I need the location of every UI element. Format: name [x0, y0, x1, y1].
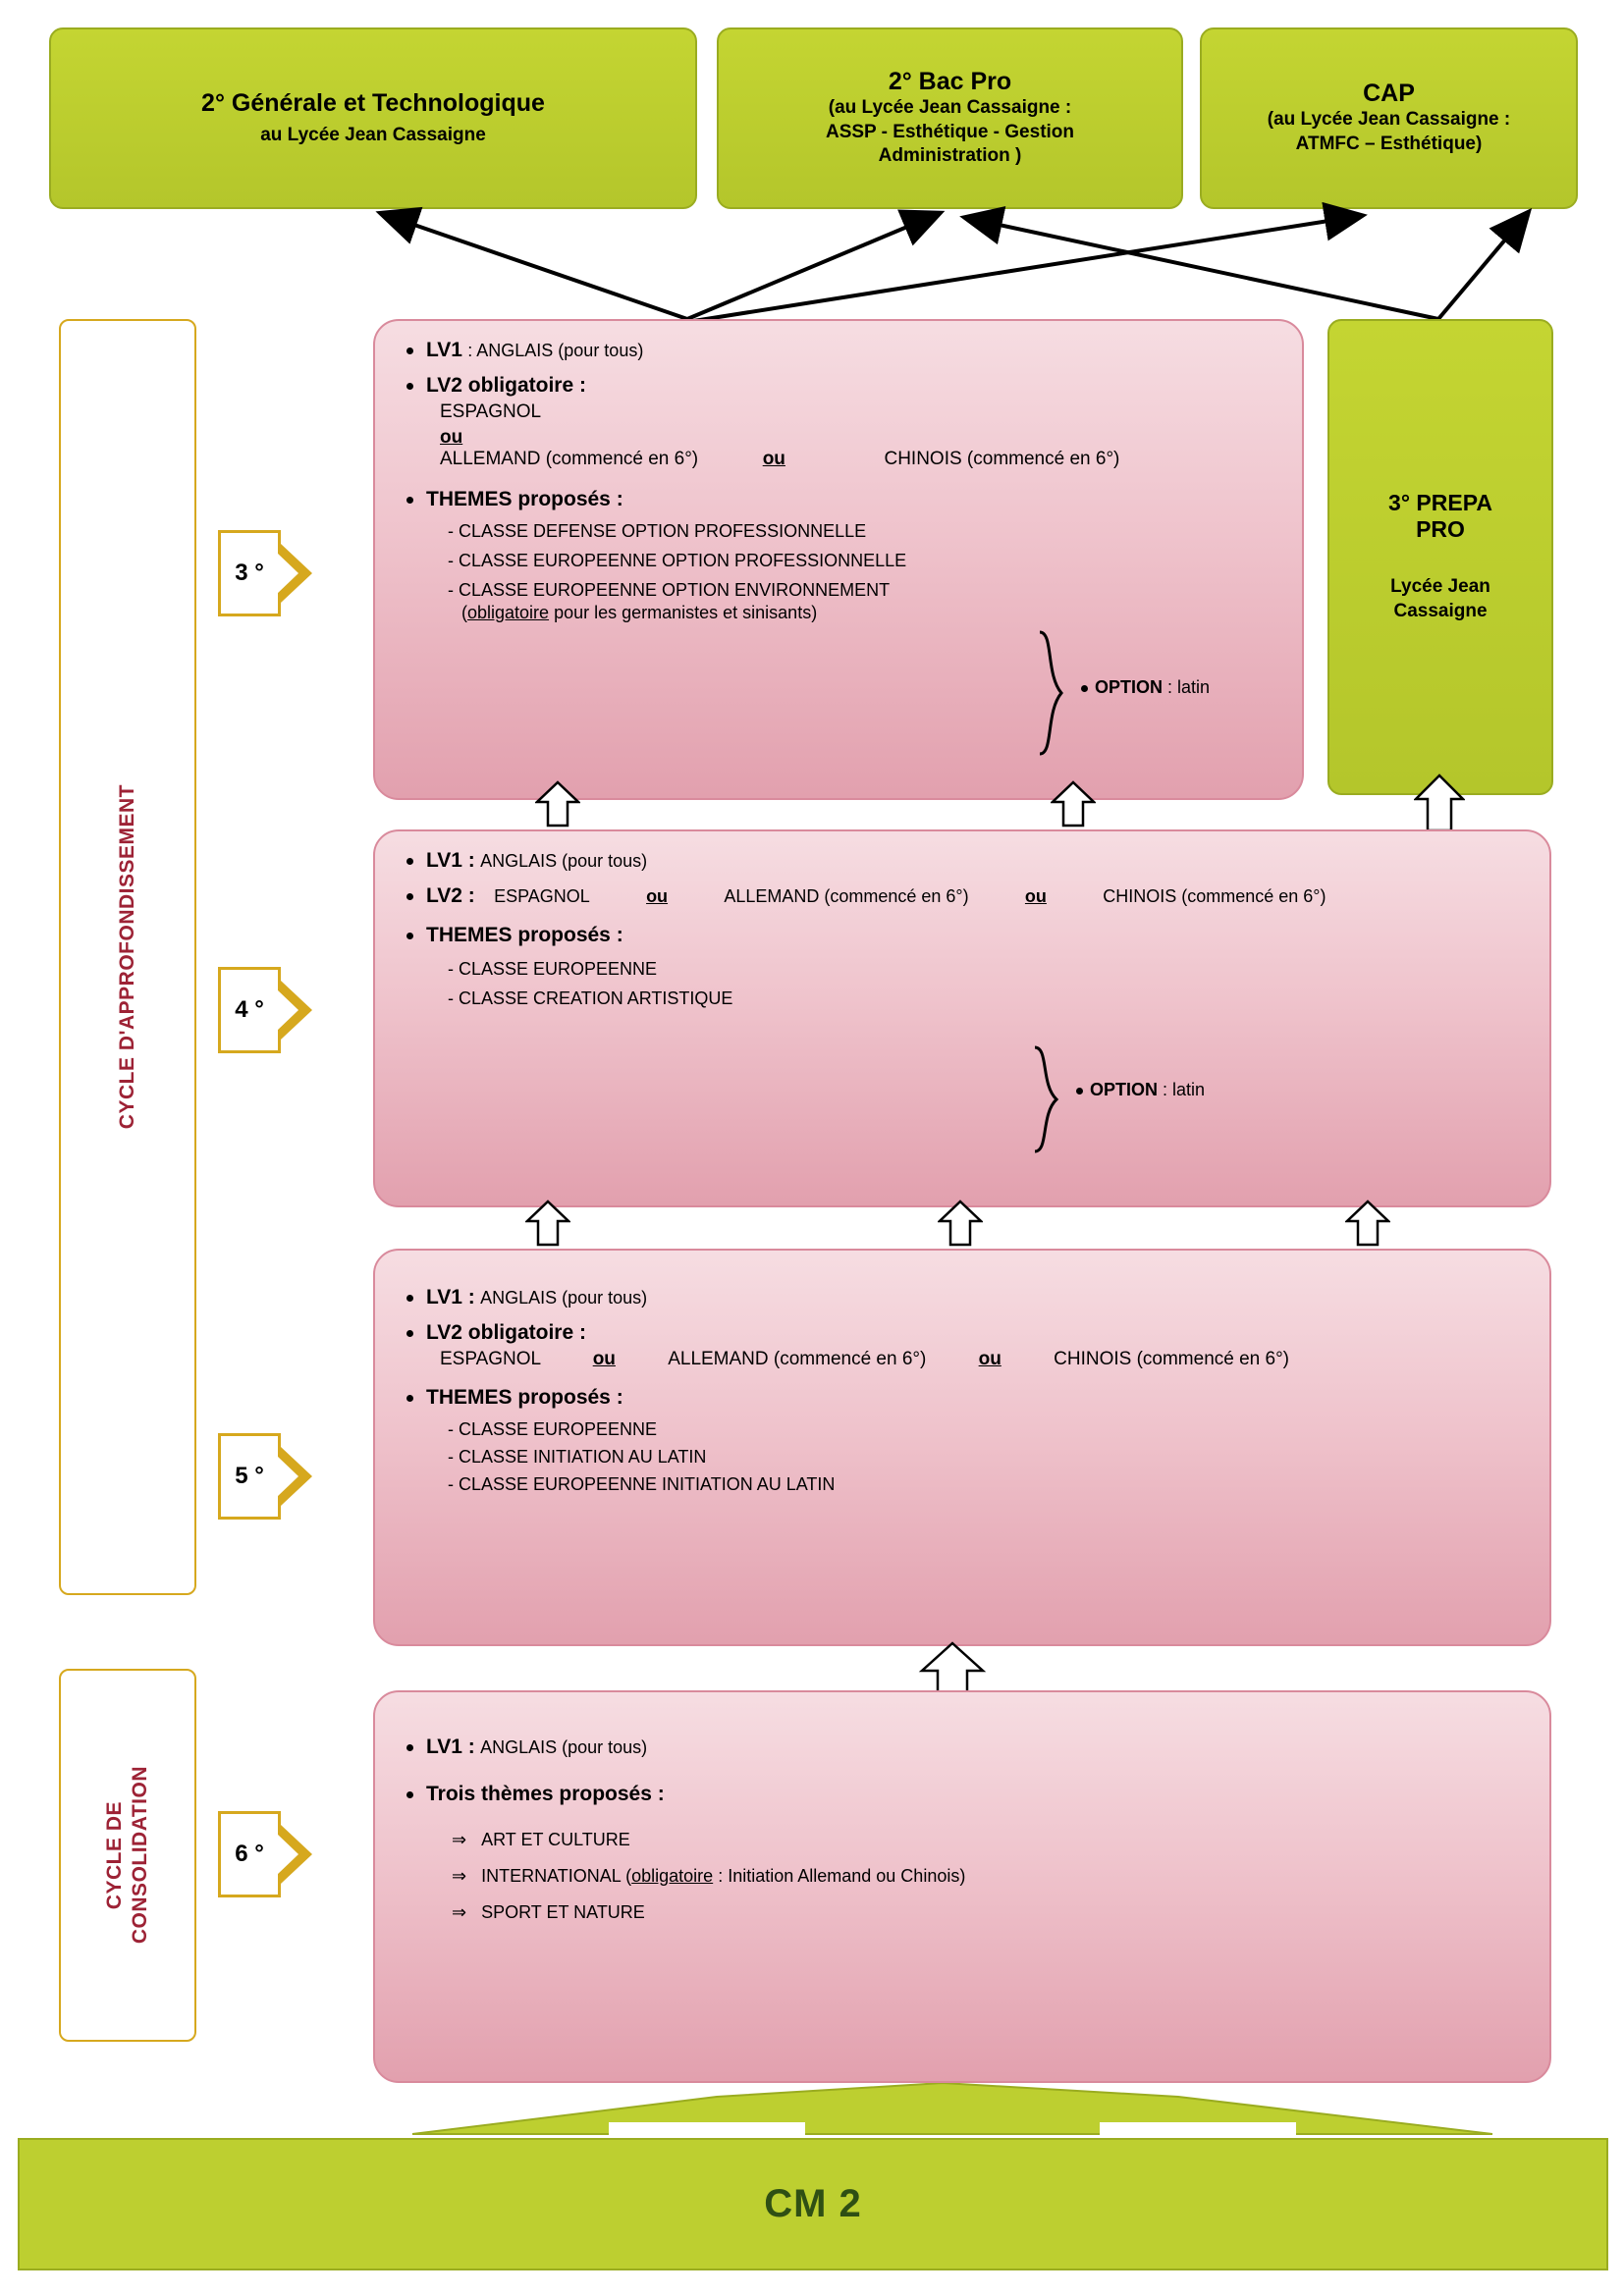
level-5eme-panel [373, 1249, 1551, 1646]
arrow-right-icon: ⇒ [452, 1902, 467, 1922]
level4-option [1090, 1080, 1205, 1100]
level6-theme-2-underlined: obligatoire [631, 1866, 714, 1886]
level4-brace-icon [1031, 1045, 1070, 1153]
cycle-consolidation [59, 1669, 196, 2042]
prepa-pro-box[interactable] [1327, 319, 1553, 795]
prepa-pro-sub-line-1: Lycée Jean [1390, 576, 1490, 598]
level6-theme-2-row [452, 1866, 1524, 1887]
cycle-consolidation-label-line-2: CONSOLIDATION [129, 1766, 151, 1945]
top-box-subtitle: au Lycée Jean Cassaigne [260, 124, 486, 145]
level5-theme-3: - CLASSE EUROPEENNE INITIATION AU LATIN [448, 1474, 836, 1494]
level3-theme-3: - CLASSE EUROPEENNE OPTION ENVIRONNEMENT [448, 580, 891, 600]
level4-theme-1: - CLASSE EUROPEENNE [448, 959, 658, 979]
level3-lv2-chinois: CHINOIS (commencé en 6°) [884, 449, 1120, 469]
level4-themes-row [401, 924, 1524, 947]
level-tag-4eme-label: 4 ° [218, 967, 281, 1053]
orientation-arrows [0, 196, 1624, 334]
level-3eme-panel [373, 319, 1304, 800]
top-box-title: 2° Bac Pro [888, 68, 1012, 96]
level4-lv2-ou-2: ou [1024, 886, 1047, 906]
level3-brace-icon [1036, 630, 1075, 758]
level4-lv1-text: ANGLAIS (pour tous) [480, 851, 648, 871]
level6-themes-label: Trois thèmes proposés : [426, 1783, 665, 1805]
level5-lv1-row [401, 1286, 1524, 1309]
level3-lv1-row [401, 339, 1276, 362]
level5-lv1-text: ANGLAIS (pour tous) [480, 1288, 648, 1308]
level5-lv2-chinois: CHINOIS (commencé en 6°) [1054, 1349, 1290, 1369]
top-box-bac-pro[interactable] [717, 27, 1183, 209]
level3-theme-1: - CLASSE DEFENSE OPTION PROFESSIONNELLE [448, 521, 867, 541]
level6-theme-3: SPORT ET NATURE [481, 1902, 645, 1922]
up-arrow-4to3-left [535, 780, 580, 828]
level-4eme-panel [373, 829, 1551, 1207]
level3-option-label: OPTION [1095, 677, 1164, 697]
prepa-pro-title-line-1: 3° PREPA [1388, 490, 1492, 516]
level-tag-4eme [218, 967, 316, 1053]
top-box-title: 2° Générale et Technologique [201, 88, 545, 117]
cycle-approfondissement-label: CYCLE D'APPROFONDISSEMENT [115, 784, 138, 1130]
prepa-pro-title-line-2: PRO [1416, 515, 1465, 542]
level5-lv2-ou-1: ou [592, 1349, 616, 1369]
up-arrow-5to4-middle [938, 1200, 983, 1247]
up-arrow-5to4-left [525, 1200, 570, 1247]
top-box-subtitle-line-3: Administration ) [878, 145, 1022, 167]
prepa-pro-sub-line-2: Cassaigne [1393, 600, 1488, 621]
cycle-approfondissement [59, 319, 196, 1595]
level-tag-arrow-inner-icon [277, 1834, 298, 1875]
level-tag-arrow-inner-icon [277, 989, 298, 1031]
level3-lv1-label: LV1 [426, 339, 462, 361]
level6-theme-3-row [452, 1902, 1524, 1923]
level3-option-value: : latin [1167, 677, 1211, 697]
level5-themes-row [401, 1386, 1524, 1410]
level3-lv2-espagnol: ESPAGNOL [440, 401, 542, 422]
level-tag-6eme-label: 6 ° [218, 1811, 281, 1897]
level6-theme-1-row [452, 1830, 1524, 1850]
level4-option-label: OPTION [1090, 1080, 1159, 1099]
cm2-label: CM 2 [764, 2182, 862, 2225]
level3-lv2-ou-2: ou [762, 449, 785, 469]
level4-lv2-label: LV2 : [426, 884, 475, 907]
top-box-subtitle-line-2: ATMFC – Esthétique) [1295, 133, 1483, 154]
level-6eme-panel [373, 1690, 1551, 2083]
level5-lv2-label: LV2 obligatoire : [426, 1321, 586, 1344]
level3-lv2-allemand: ALLEMAND (commencé en 6°) [440, 449, 699, 469]
level-tag-6eme [218, 1811, 316, 1897]
level6-lv1-label: LV1 : [426, 1735, 475, 1758]
level5-lv2-row [401, 1321, 1524, 1345]
top-box-subtitle-line-1: (au Lycée Jean Cassaigne : [828, 96, 1072, 118]
level5-themes-label: THEMES proposés : [426, 1386, 623, 1409]
level3-lv2-label: LV2 obligatoire : [426, 374, 586, 397]
level5-lv1-label: LV1 : [426, 1286, 475, 1308]
level6-lv1-text: ANGLAIS (pour tous) [480, 1737, 648, 1757]
level-tag-5eme [218, 1433, 316, 1520]
level6-theme-2-post: : Initiation Allemand ou Chinois) [713, 1866, 966, 1886]
level6-theme-1: ART ET CULTURE [481, 1830, 630, 1849]
cm2-bar [18, 2138, 1608, 2270]
level4-themes-label: THEMES proposés : [426, 924, 623, 946]
level6-theme-2-pre: INTERNATIONAL ( [481, 1866, 632, 1886]
top-box-cap[interactable] [1200, 27, 1578, 209]
level-tag-3eme [218, 530, 316, 616]
arrow-right-icon: ⇒ [452, 1830, 467, 1849]
level3-lv1-text: : ANGLAIS (pour tous) [467, 341, 644, 360]
arrow-right-icon: ⇒ [452, 1866, 467, 1886]
level3-theme-2: - CLASSE EUROPEENNE OPTION PROFESSIONNELLE [448, 551, 907, 570]
level4-option-value: : latin [1163, 1080, 1206, 1099]
top-box-seconde-generale[interactable] [49, 27, 697, 209]
level-tag-arrow-inner-icon [277, 1456, 298, 1497]
level-tag-3eme-label: 3 ° [218, 530, 281, 616]
level3-themes-label: THEMES proposés : [426, 488, 623, 510]
level4-lv1-row [401, 849, 1524, 873]
level6-lv1-row [401, 1735, 1524, 1759]
cm2-connector-icon [393, 2083, 1512, 2142]
top-box-subtitle-line-1: (au Lycée Jean Cassaigne : [1267, 109, 1511, 131]
level3-theme-note-underlined: obligatoire [467, 603, 550, 622]
level5-lv2-espagnol: ESPAGNOL [440, 1349, 541, 1369]
level3-themes-row [401, 488, 1276, 511]
level3-option [1095, 677, 1210, 698]
level5-theme-2: - CLASSE INITIATION AU LATIN [448, 1447, 707, 1467]
top-box-title: CAP [1363, 80, 1415, 108]
level4-lv2-row [401, 884, 1524, 908]
up-arrow-4to3-right [1051, 780, 1096, 828]
level5-theme-1: - CLASSE EUROPEENNE [448, 1419, 658, 1439]
level-tag-5eme-label: 5 ° [218, 1433, 281, 1520]
up-arrow-4to-prepa-pro [1414, 774, 1465, 832]
top-box-subtitle-line-2: ASSP - Esthétique - Gestion [825, 121, 1075, 142]
level4-lv2-chinois: CHINOIS (commencé en 6°) [1103, 886, 1326, 906]
cycle-consolidation-label-line-1: CYCLE DE [102, 1800, 126, 1910]
level3-lv2-ou-1: ou [440, 427, 463, 448]
level4-lv2-ou-1: ou [646, 886, 669, 906]
level3-theme-note-open: ( [461, 603, 467, 622]
level6-themes-row [401, 1783, 1524, 1806]
level4-lv2-allemand: ALLEMAND (commencé en 6°) [724, 886, 969, 906]
level3-theme-note-rest: pour les germanistes et sinisants) [549, 603, 818, 622]
level4-lv1-label: LV1 : [426, 849, 475, 872]
level4-theme-2: - CLASSE CREATION ARTISTIQUE [448, 988, 733, 1008]
level4-lv2-espagnol: ESPAGNOL [494, 886, 590, 906]
level3-lv2-row [401, 374, 1276, 398]
up-arrow-5to4-right [1345, 1200, 1390, 1247]
level-tag-arrow-inner-icon [277, 553, 298, 594]
level5-lv2-ou-2: ou [978, 1349, 1001, 1369]
level5-lv2-allemand: ALLEMAND (commencé en 6°) [668, 1349, 927, 1369]
